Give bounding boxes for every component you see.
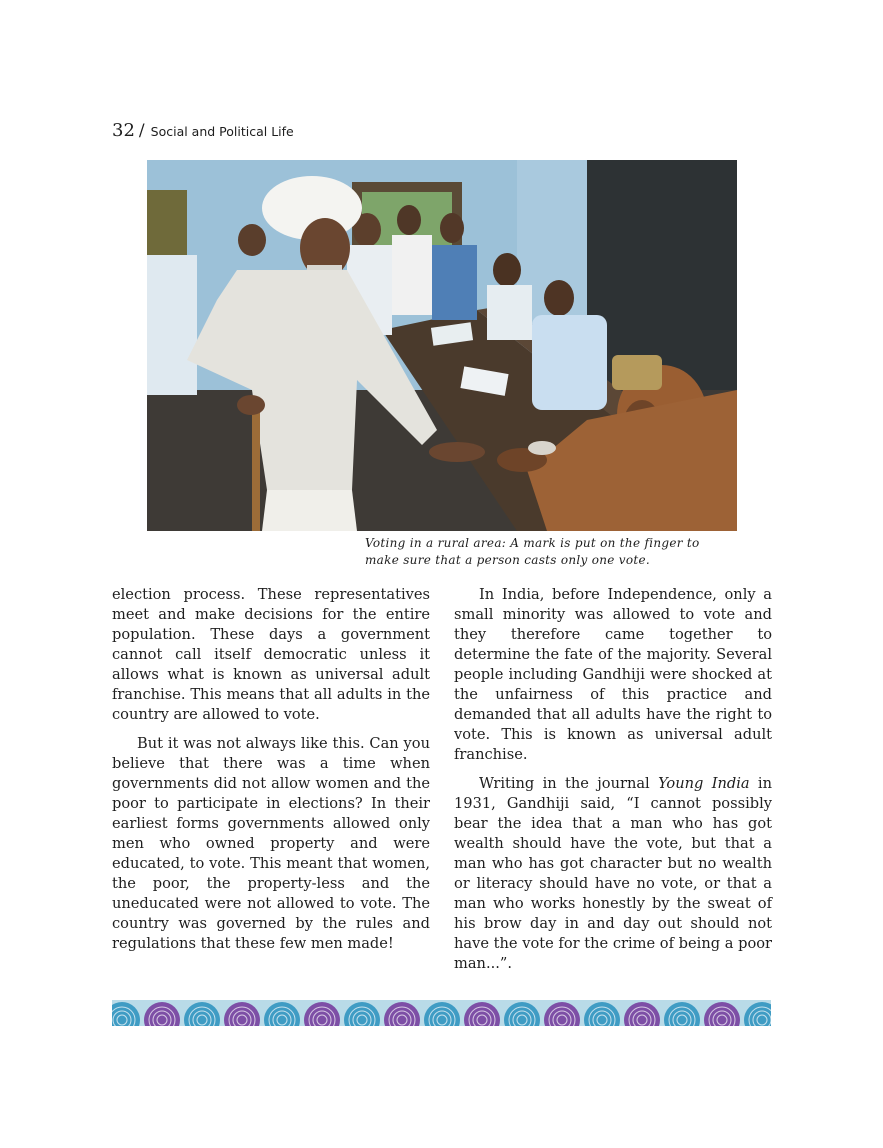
photo-caption bbox=[365, 535, 745, 569]
quote-intro: Writing in the journal bbox=[479, 775, 659, 792]
caption-line-2: make sure that a person casts only one vote. bbox=[365, 553, 651, 567]
journal-name: Young India bbox=[658, 775, 750, 792]
paragraph-gandhiji-quote bbox=[454, 774, 772, 974]
paragraph: In India, before Independence, only a small minority was allowed to vote and they therefore came together to determine the fate of the majority. Several people including Gandhiji were shocked at the unfairness of this practice and demanded that all adults have the right to vote. This is known as universal adult franchise. bbox=[454, 586, 772, 763]
header-separator: / bbox=[138, 121, 145, 141]
caption-line-1: Voting in a rural area: A mark is put on the finger to bbox=[365, 536, 700, 550]
paragraph: election process. These representatives meet and make decisions for the entire population. These days a government cannot call itself democratic unless it allows what is known as universal adult franchise. This means that all adults in the country are allowed to vote. bbox=[112, 586, 430, 723]
left-text-column bbox=[112, 585, 430, 963]
decorative-border-pattern bbox=[112, 1000, 771, 1026]
right-text-column bbox=[454, 585, 772, 983]
book-title: Social and Political Life bbox=[150, 124, 294, 139]
paragraph: But it was not always like this. Can you believe that there was a time when governments did not allow women and the poor to participate in elections? In their earliest forms governments allowed only men who owned property and were educated, to vote. This meant that women, the poor, the property-less and the uneducated were not allowed to vote. The country was governed by the rules and regulations that these few men made! bbox=[112, 735, 430, 952]
quote-body: in 1931, Gandhiji said, “I cannot possibly bear the idea that a man who has got wealth should have the vote, but that a man who has got character but no wealth or literacy should have no vote, or that a man who works honestly by the sweat of his brow day in and day out should not have the vote for the crime of being a poor man...”. bbox=[454, 775, 772, 972]
page-header bbox=[112, 120, 294, 141]
voting-scene-illustration bbox=[147, 160, 737, 531]
decorative-border bbox=[112, 1000, 771, 1026]
voting-photo bbox=[147, 160, 737, 531]
page-number: 32 bbox=[112, 120, 135, 141]
